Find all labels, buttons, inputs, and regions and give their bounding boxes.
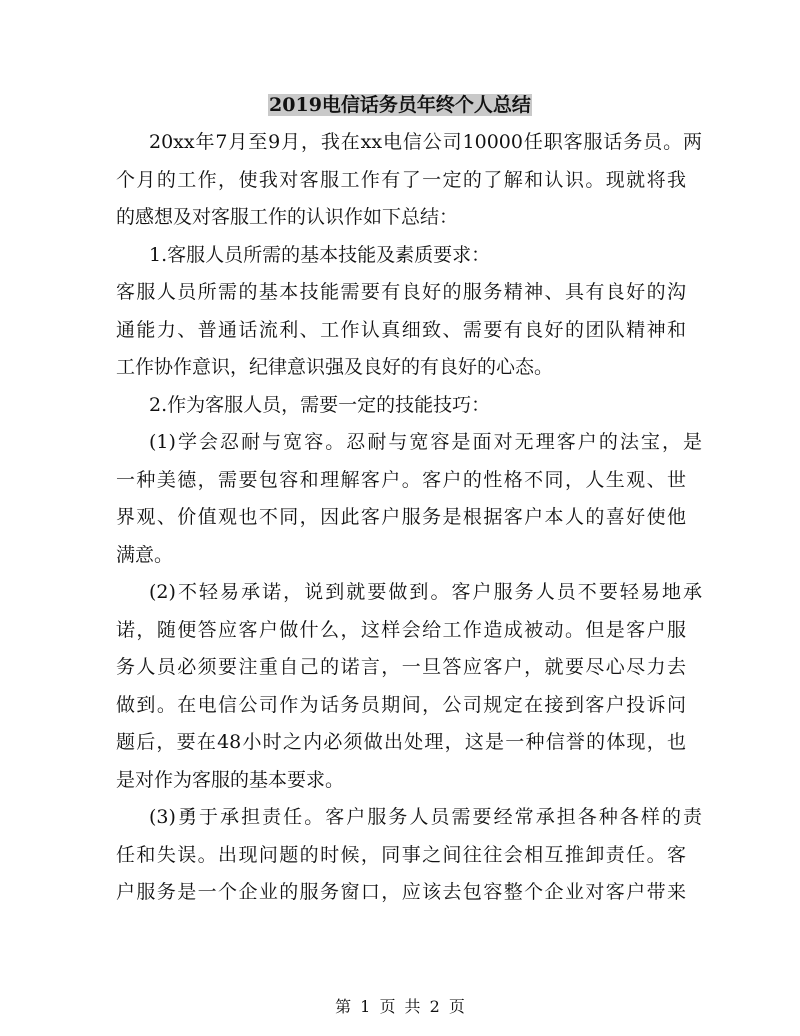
title-row (0, 86, 800, 124)
text-line: (1)学会忍耐与宽容。忍耐与宽容是面对无理客户的法宝，是 (149, 431, 702, 453)
text-line: 客服人员所需的基本技能需要有良好的服务精神、具有良好的沟 (116, 281, 686, 303)
text-line: 户服务是一个企业的服务窗口，应该去包容整个企业对客户带来 (116, 881, 686, 903)
text-line: 满意。 (116, 543, 174, 566)
section-heading: 1.客服人员所需的基本技能及素质要求： (149, 243, 491, 266)
text-line: 做到。在电信公司作为话务员期间，公司规定在接到客户投诉问 (116, 693, 686, 716)
section-heading: 2.作为客服人员，需要一定的技能技巧： (149, 393, 491, 416)
text-line: (2)不轻易承诺，说到就要做到。客户服务人员不要轻易地承 (149, 581, 702, 603)
text-line: 界观、价值观也不同，因此客户服务是根据客户本人的喜好使他 (116, 506, 686, 528)
text-line: 工作协作意识，纪律意识强及良好的有良好的心态。 (116, 356, 554, 378)
text-line: 诺，随便答应客户做什么，这样会给工作造成被动。但是客户服 (116, 618, 686, 641)
text-line: 务人员必须要注重自己的诺言，一旦答应客户，就要尽心尽力去 (116, 656, 686, 678)
text-line: 20xx年7月至9月，我在xx电信公司10000任职客服话务员。两 (149, 131, 702, 153)
text-line: (3)勇于承担责任。客户服务人员需要经常承担各种各样的责 (149, 806, 702, 828)
text-line: 是对作为客服的基本要求。 (116, 768, 345, 791)
text-line: 个月的工作，使我对客服工作有了一定的了解和认识。现就将我 (116, 168, 686, 191)
text-line: 的感想及对客服工作的认识作如下总结： (116, 206, 459, 228)
document-title: 2019电信话务员年终个人总结 (269, 94, 531, 116)
text-line: 任和失误。出现问题的时候，同事之间往往会相互推卸责任。客 (116, 843, 686, 866)
text-line: 通能力、普通话流利、工作认真细致、需要有良好的团队精神和 (116, 318, 686, 341)
page-footer: 第 1 页 共 2 页 (335, 997, 465, 1016)
document-body (116, 124, 702, 912)
text-line: 题后，要在48小时之内必须做出处理，这是一种信誉的体现，也 (116, 731, 686, 753)
text-line: 一种美德，需要包容和理解客户。客户的性格不同，人生观、世 (116, 468, 686, 491)
